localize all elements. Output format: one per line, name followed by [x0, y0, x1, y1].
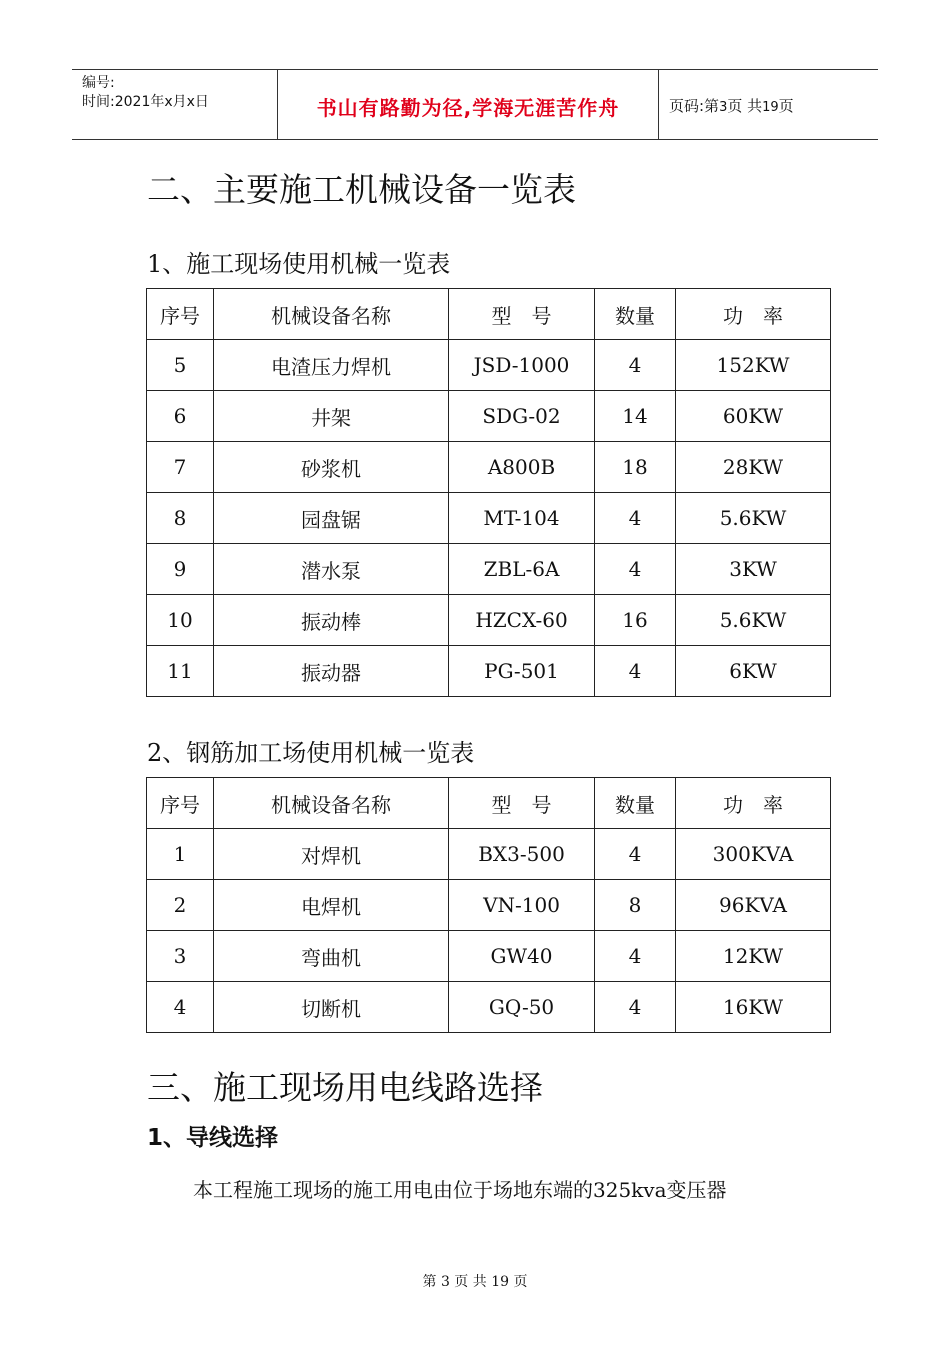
- table-cell: 152KW: [676, 340, 831, 391]
- table-row: [147, 880, 831, 931]
- table-cell: 4: [595, 544, 676, 595]
- page-label-post: 页: [778, 97, 794, 115]
- table-row: [147, 340, 831, 391]
- section3-title: 三、施工现场用电线路选择: [147, 1068, 543, 1107]
- table-cell: 8: [147, 493, 214, 544]
- table-cell: VN-100: [449, 880, 595, 931]
- table-cell: 28KW: [676, 442, 831, 493]
- table-cell: PG-501: [449, 646, 595, 697]
- table-cell: 电焊机: [214, 880, 449, 931]
- page-label-pre: 页码:第: [669, 97, 720, 115]
- section3-sub1-title: 1、导线选择: [147, 1125, 279, 1151]
- header-page-cell: [659, 70, 878, 139]
- table-cell: 振动棒: [214, 595, 449, 646]
- table-header-cell: 序号: [147, 778, 214, 829]
- table-row: [147, 442, 831, 493]
- table-cell: 6KW: [676, 646, 831, 697]
- section2-sub1-title: 1、施工现场使用机械一览表: [147, 250, 451, 278]
- table-cell: 振动器: [214, 646, 449, 697]
- section2-title: 二、主要施工机械设备一览表: [147, 170, 576, 209]
- page-current: 3: [719, 100, 728, 115]
- table-row: [147, 493, 831, 544]
- table-cell: 2: [147, 880, 214, 931]
- table-cell: 5.6KW: [676, 493, 831, 544]
- page-header: [72, 69, 878, 140]
- table-cell: 11: [147, 646, 214, 697]
- document-number-label: 编号:: [82, 75, 115, 91]
- table-row: [147, 544, 831, 595]
- table-header-row: [147, 289, 831, 340]
- table-cell: SDG-02: [449, 391, 595, 442]
- table-cell: 4: [595, 340, 676, 391]
- table-cell: JSD-1000: [449, 340, 595, 391]
- header-page-info: [669, 95, 794, 116]
- table-cell: 潜水泵: [214, 544, 449, 595]
- table-cell: 切断机: [214, 982, 449, 1033]
- page-footer: 第 3 页 共 19 页: [422, 1274, 528, 1290]
- table-row: [147, 391, 831, 442]
- table-cell: HZCX-60: [449, 595, 595, 646]
- table-header-cell: 数量: [595, 289, 676, 340]
- table-cell: 10: [147, 595, 214, 646]
- page-label-mid: 页 共: [727, 97, 763, 115]
- table-cell: 4: [595, 982, 676, 1033]
- table-header-cell: 功 率: [676, 778, 831, 829]
- table-cell: 4: [147, 982, 214, 1033]
- table-cell: 对焊机: [214, 829, 449, 880]
- table-row: [147, 829, 831, 880]
- table-cell: 14: [595, 391, 676, 442]
- table-cell: 16: [595, 595, 676, 646]
- table-cell: 园盘锯: [214, 493, 449, 544]
- table-cell: 5: [147, 340, 214, 391]
- table-row: [147, 982, 831, 1033]
- table-cell: 弯曲机: [214, 931, 449, 982]
- table-cell: 4: [595, 493, 676, 544]
- table-cell: GW40: [449, 931, 595, 982]
- table-cell: 3: [147, 931, 214, 982]
- table-cell: BX3-500: [449, 829, 595, 880]
- header-motto-cell: [278, 70, 659, 139]
- table-cell: GQ-50: [449, 982, 595, 1033]
- table-cell: 4: [595, 931, 676, 982]
- table-cell: 3KW: [676, 544, 831, 595]
- table-cell: 12KW: [676, 931, 831, 982]
- table-cell: 9: [147, 544, 214, 595]
- table-cell: 1: [147, 829, 214, 880]
- machinery-table-rebar: [146, 777, 831, 1033]
- table-cell: 8: [595, 880, 676, 931]
- table-header-cell: 型 号: [449, 289, 595, 340]
- table-cell: 96KVA: [676, 880, 831, 931]
- table-cell: 4: [595, 646, 676, 697]
- table-header-cell: 功 率: [676, 289, 831, 340]
- table-cell: 4: [595, 829, 676, 880]
- table-cell: 5.6KW: [676, 595, 831, 646]
- header-motto: 书山有路勤为径,学海无涯苦作舟: [316, 96, 620, 120]
- table-cell: 6: [147, 391, 214, 442]
- table-header-row: [147, 778, 831, 829]
- table-row: [147, 931, 831, 982]
- table-header-cell: 型 号: [449, 778, 595, 829]
- table-cell: 300KVA: [676, 829, 831, 880]
- table-cell: ZBL-6A: [449, 544, 595, 595]
- section2-sub2-title: 2、钢筋加工场使用机械一览表: [147, 739, 475, 767]
- section3-paragraph: 本工程施工现场的施工用电由位于场地东端的325kva变压器: [193, 1178, 727, 1202]
- table-row: [147, 595, 831, 646]
- table-cell: 60KW: [676, 391, 831, 442]
- table-row: [147, 646, 831, 697]
- table-cell: A800B: [449, 442, 595, 493]
- table-header-cell: 机械设备名称: [214, 289, 449, 340]
- table-cell: 16KW: [676, 982, 831, 1033]
- table-header-cell: 数量: [595, 778, 676, 829]
- table-header-cell: 序号: [147, 289, 214, 340]
- header-meta-cell: [72, 70, 278, 139]
- table-cell: MT-104: [449, 493, 595, 544]
- table-cell: 砂浆机: [214, 442, 449, 493]
- table-cell: 电渣压力焊机: [214, 340, 449, 391]
- table-cell: 7: [147, 442, 214, 493]
- table-cell: 18: [595, 442, 676, 493]
- table-cell: 井架: [214, 391, 449, 442]
- page-total: 19: [762, 100, 779, 115]
- table-header-cell: 机械设备名称: [214, 778, 449, 829]
- machinery-table-site: [146, 288, 831, 697]
- document-time-label: 时间:2021年x月x日: [82, 94, 209, 110]
